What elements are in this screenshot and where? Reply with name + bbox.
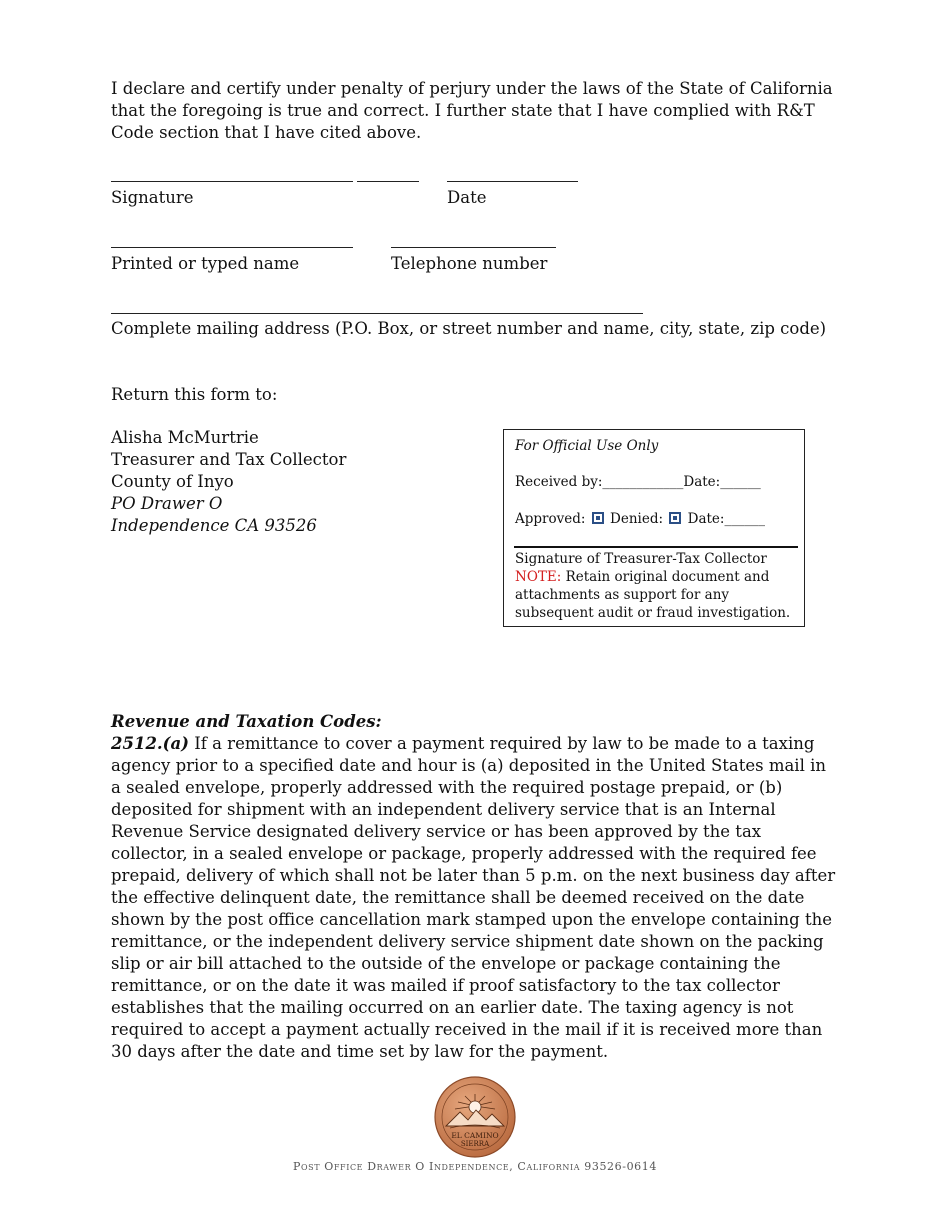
declaration-text: I declare and certify under penalty of perjury under the laws of the State of California that the foregoing is true and correct. I further state that I have complied with R&T Code section that I have cited above. bbox=[111, 79, 833, 142]
signature-line[interactable] bbox=[111, 181, 353, 182]
note-line-1 bbox=[515, 568, 769, 586]
seal-text-2: SIERRA bbox=[460, 1140, 490, 1148]
date-line[interactable] bbox=[447, 181, 578, 182]
approved-label: Approved: bbox=[515, 511, 586, 527]
treasurer-signature-label: Signature of Treasurer-Tax Collector bbox=[515, 551, 767, 567]
signature-label: Signature bbox=[111, 188, 194, 207]
note-line-3: subsequent audit or fraud investigation. bbox=[515, 605, 791, 621]
printed-name-label: Printed or typed name bbox=[111, 254, 300, 273]
return-title: Treasurer and Tax Collector bbox=[111, 450, 347, 469]
return-city: Independence CA 93526 bbox=[111, 516, 317, 535]
official-use-box bbox=[503, 429, 805, 627]
approved-checkbox[interactable] bbox=[592, 512, 604, 524]
return-po: PO Drawer O bbox=[111, 494, 223, 513]
treasurer-signature-line[interactable] bbox=[514, 546, 798, 548]
return-county: County of Inyo bbox=[111, 472, 234, 491]
county-seal-icon bbox=[434, 1076, 516, 1158]
footer-address: Post Office Drawer O Independence, California 93526-0614 bbox=[293, 1160, 657, 1173]
denied-checkbox[interactable] bbox=[669, 512, 681, 524]
codes-heading: Revenue and Taxation Codes: bbox=[111, 712, 382, 731]
seal-text-1: EL CAMINO bbox=[451, 1131, 499, 1140]
note-label: NOTE: bbox=[515, 569, 562, 585]
telephone-line[interactable] bbox=[391, 247, 556, 248]
official-use-heading: For Official Use Only bbox=[515, 438, 659, 454]
note-line-2: attachments as support for any bbox=[515, 587, 730, 603]
code-text: If a remittance to cover a payment required by law to be made to a taxing agency prior to a specified date and hour is (a) deposited in the United States mail in a sealed envelope, properly addressed with the required postage prepaid, or (b) deposited for shipment with an independent delivery service that is an Internal Revenue Service designated delivery service or has been approved by the tax collector, in a sealed envelope or package, properly addressed with the required fee prepaid, delivery of which shall not be later than 5 p.m. on the next business day after the effective delinquent date, the remittance shall be deemed received on the date shown by the post office cancellation mark stamped upon the envelope containing the remittance, or the independent delivery service shipment date shown on the packing slip or air bill attached to the outside of the envelope or package containing the remittance, or on the date it was mailed if proof satisfactory to the tax collector establishes that the mailing occurred on an earlier date. The taxing agency is not required to accept a payment actually received in the mail if it is received more than 30 days after the date and time set by law for the payment. bbox=[111, 734, 836, 1061]
date-label: Date bbox=[447, 188, 487, 207]
printed-name-line[interactable] bbox=[111, 247, 353, 248]
code-2512a bbox=[111, 733, 839, 1063]
return-name: Alisha McMurtrie bbox=[111, 428, 259, 447]
mailing-address-line[interactable] bbox=[111, 313, 643, 314]
note-text-1: Retain original document and bbox=[565, 569, 770, 585]
signature-line-extension[interactable] bbox=[357, 181, 419, 182]
received-by-field[interactable]: Received by:____________Date:______ bbox=[515, 474, 761, 490]
code-section-number: 2512.(a) bbox=[111, 734, 189, 753]
denied-label: Denied: bbox=[610, 511, 664, 527]
mailing-address-label: Complete mailing address (P.O. Box, or street number and name, city, state, zip code) bbox=[111, 319, 827, 338]
approval-date-field[interactable]: Date:______ bbox=[687, 511, 765, 527]
telephone-label: Telephone number bbox=[391, 254, 548, 273]
revenue-codes-section bbox=[111, 711, 839, 1063]
approval-row bbox=[515, 510, 765, 528]
return-heading: Return this form to: bbox=[111, 385, 278, 404]
